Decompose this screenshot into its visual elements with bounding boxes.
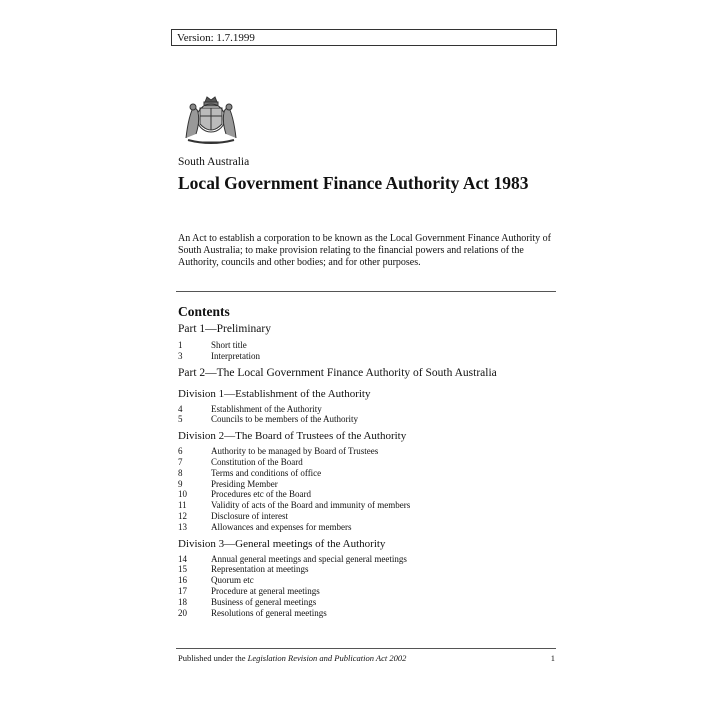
- long-title: An Act to establish a corporation to be known as the Local Government Finance Authority of South Australia; to make provision relating to the financial powers and relations of the Authority, councils and other bodies; and for other purposes.: [178, 233, 551, 268]
- toc-part-1[interactable]: Part 1—Preliminary: [178, 323, 271, 335]
- toc-item[interactable]: 17 Procedure at general meetings: [178, 585, 320, 596]
- page-footer: [178, 653, 555, 663]
- coat-of-arms-icon: [180, 94, 242, 146]
- toc-item[interactable]: 6 Authority to be managed by Board of Trustees: [178, 446, 379, 457]
- toc-item[interactable]: 5 Councils to be members of the Authority: [178, 414, 358, 425]
- toc-item[interactable]: 15 Representation at meetings: [178, 564, 309, 575]
- toc-item[interactable]: 13 Allowances and expenses for members: [178, 521, 352, 532]
- toc-item[interactable]: 20 Resolutions of general meetings: [178, 607, 327, 618]
- toc-item[interactable]: 18 Business of general meetings: [178, 596, 317, 607]
- toc-items-division-1: [178, 404, 558, 426]
- toc-item[interactable]: 1 Short title: [178, 340, 247, 350]
- toc-items-division-2: [178, 446, 558, 532]
- contents-heading: Contents: [178, 304, 230, 319]
- toc-division-1[interactable]: Division 1—Establishment of the Authority: [178, 387, 371, 400]
- toc-part-2[interactable]: Part 2—The Local Government Finance Authority of South Australia: [178, 366, 497, 379]
- toc-item[interactable]: 10 Procedures etc of the Board: [178, 489, 311, 500]
- toc-item[interactable]: 4 Establishment of the Authority: [178, 403, 322, 414]
- toc-items-part-1: [178, 340, 558, 362]
- toc-item[interactable]: 16 Quorum etc: [178, 575, 254, 586]
- toc-item[interactable]: 9 Presiding Member: [178, 478, 278, 489]
- toc-item[interactable]: 3 Interpretation: [178, 350, 260, 361]
- toc-items-division-3: [178, 554, 558, 619]
- footer-divider: [176, 648, 556, 649]
- footer-publication: Published under the Legislation Revision and Publication Act 2002: [178, 653, 407, 663]
- toc-item[interactable]: 8 Terms and conditions of office: [178, 467, 322, 478]
- toc-division-2[interactable]: Division 2—The Board of Trustees of the Authority: [178, 430, 407, 443]
- act-title: Local Government Finance Authority Act 1983: [178, 173, 529, 193]
- page-number: 1: [550, 653, 555, 663]
- version-label: Version: 1.7.1999: [177, 32, 255, 44]
- table-of-contents: [178, 322, 558, 622]
- toc-division-3[interactable]: Division 3—General meetings of the Authority: [178, 537, 386, 550]
- version-box: [171, 29, 557, 46]
- toc-item[interactable]: 12 Disclosure of interest: [178, 510, 288, 521]
- toc-item[interactable]: 11 Validity of acts of the Board and immunity of members: [178, 500, 411, 511]
- toc-item[interactable]: 7 Constitution of the Board: [178, 456, 303, 467]
- jurisdiction: South Australia: [178, 156, 250, 168]
- toc-item[interactable]: 14 Annual general meetings and special general meetings: [178, 553, 407, 564]
- divider: [176, 291, 556, 292]
